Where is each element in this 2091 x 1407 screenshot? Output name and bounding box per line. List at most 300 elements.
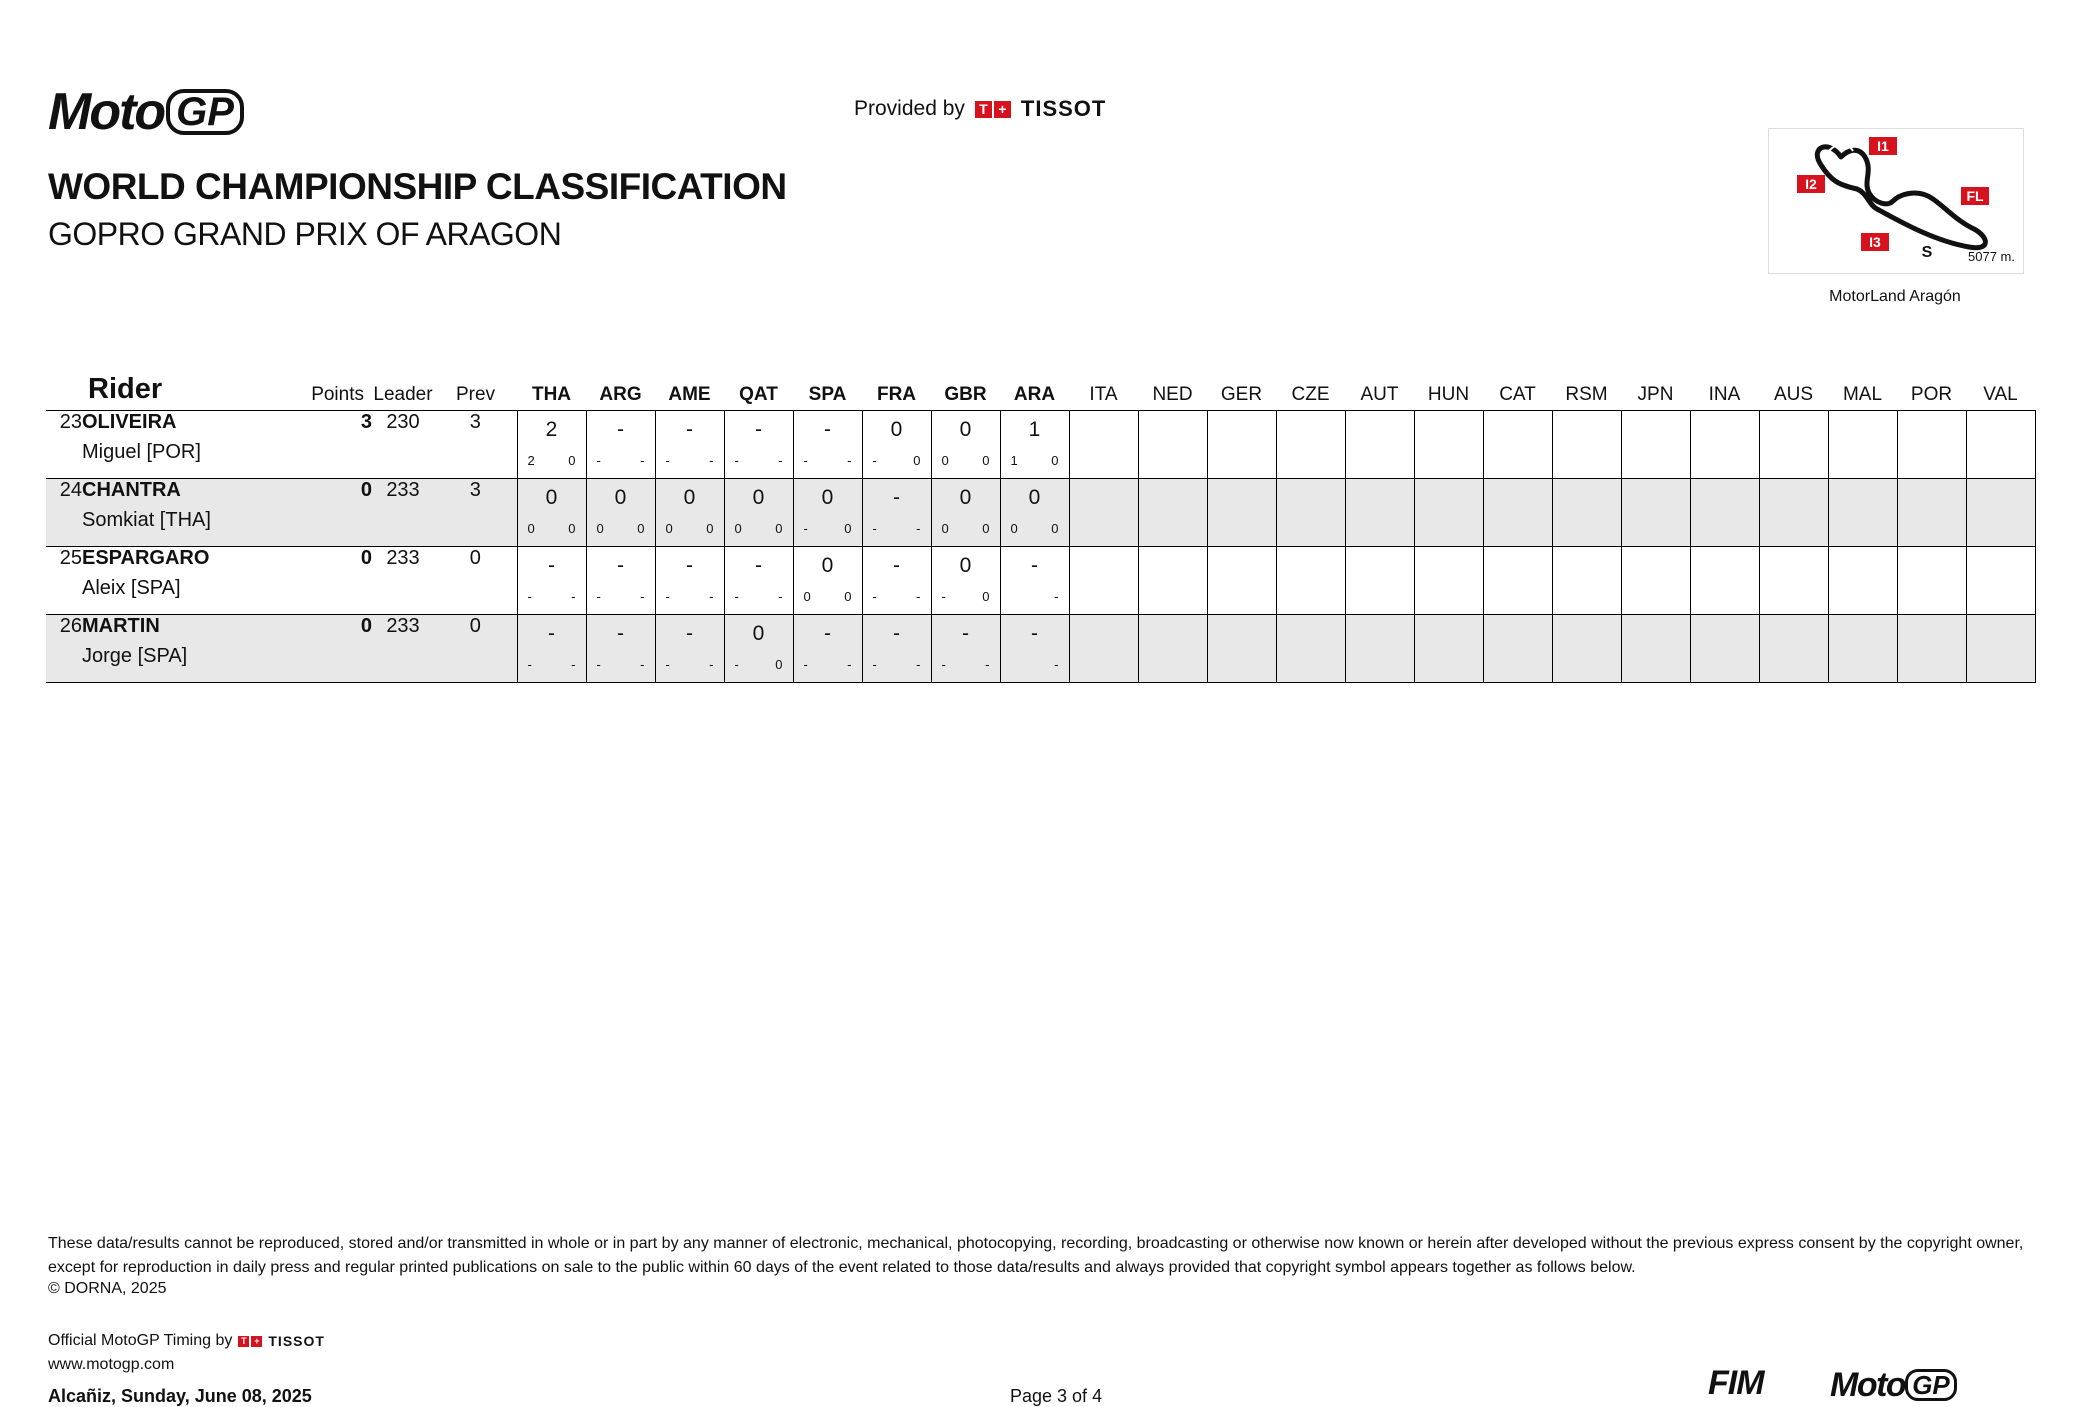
start-marker: S [1921, 244, 1933, 261]
header-round: CAT [1499, 384, 1536, 405]
header-round: AME [668, 384, 711, 405]
race-breakdown [656, 589, 724, 604]
race-total: 1 [1028, 418, 1041, 441]
race-result-cell [862, 615, 931, 683]
race-empty-cell [1345, 547, 1414, 615]
header-round: JPN [1637, 384, 1674, 405]
race-result-cell [1000, 479, 1069, 547]
header-round: CZE [1291, 384, 1330, 405]
sprint-points: 0 [803, 589, 811, 604]
rider-points: 0 [360, 615, 372, 637]
track-outline-icon [1769, 129, 2023, 273]
race-result-cell [655, 411, 724, 479]
race-empty-cell [1276, 547, 1345, 615]
race-points: 0 [844, 589, 852, 604]
sprint-points: 0 [941, 521, 949, 536]
race-points: - [916, 657, 921, 672]
race-total: 0 [890, 418, 903, 441]
header-round: ARG [599, 384, 642, 405]
sprint-points: - [872, 453, 877, 468]
race-points: - [1054, 589, 1059, 604]
race-points: 0 [982, 453, 990, 468]
logo-moto-text: Moto [48, 83, 165, 141]
rider-cell [82, 411, 254, 479]
header-round: VAL [1983, 384, 2018, 405]
header-round: GER [1220, 384, 1263, 405]
provided-by-label: Provided by [854, 97, 965, 120]
sprint-points: - [596, 657, 601, 672]
race-breakdown [1001, 453, 1069, 468]
race-total: - [755, 418, 762, 441]
event-title: GOPRO GRAND PRIX OF ARAGON [48, 216, 562, 252]
race-empty-cell [1690, 615, 1759, 683]
header-round: GBR [944, 384, 987, 405]
race-points: - [571, 589, 576, 604]
race-empty-cell [1207, 479, 1276, 547]
race-breakdown [518, 657, 586, 672]
race-empty-cell [1414, 411, 1483, 479]
sprint-points: - [872, 521, 877, 536]
race-breakdown [587, 589, 655, 604]
rider-prev: 3 [469, 411, 481, 433]
rider-cell [82, 479, 254, 547]
tissot-logo: TISSOT [268, 1333, 325, 1349]
rider-first-name: Somkiat [THA] [82, 509, 211, 531]
race-breakdown [587, 657, 655, 672]
race-total: 0 [959, 554, 972, 577]
race-breakdown [863, 657, 931, 672]
race-breakdown [518, 521, 586, 536]
race-empty-cell [1828, 547, 1897, 615]
logo-gp-text: GP [166, 89, 244, 135]
race-breakdown [794, 521, 862, 536]
header-round: FRA [876, 384, 917, 405]
race-total: 0 [1028, 486, 1041, 509]
track-length: 5077 m. [1968, 249, 2015, 264]
table-header-row [46, 368, 2035, 411]
race-breakdown [587, 453, 655, 468]
official-timing-label: Official MotoGP Timing by [48, 1332, 233, 1349]
race-breakdown [794, 589, 862, 604]
sprint-points: 0 [941, 453, 949, 468]
race-total: - [686, 622, 693, 645]
race-total: 0 [683, 486, 696, 509]
race-empty-cell [1966, 479, 2035, 547]
header-round: HUN [1427, 384, 1470, 405]
race-result-cell [931, 411, 1000, 479]
race-empty-cell [1828, 411, 1897, 479]
race-empty-cell [1483, 411, 1552, 479]
page-title: WORLD CHAMPIONSHIP CLASSIFICATION [48, 166, 787, 207]
race-empty-cell [1345, 615, 1414, 683]
rider-first-name: Jorge [SPA] [82, 645, 188, 667]
race-result-cell [586, 411, 655, 479]
rider-last-name: MARTIN [82, 615, 160, 637]
race-points: - [778, 589, 783, 604]
rider-points: 0 [360, 479, 372, 501]
race-breakdown [518, 589, 586, 604]
race-empty-cell [1759, 411, 1828, 479]
race-points: 0 [982, 521, 990, 536]
track-map [1768, 128, 2024, 274]
header-round: THA [531, 384, 572, 405]
race-breakdown [725, 453, 793, 468]
race-empty-cell [1759, 479, 1828, 547]
race-empty-cell [1552, 615, 1621, 683]
page-number: Page 3 of 4 [1010, 1386, 1103, 1406]
sprint-points: - [941, 589, 946, 604]
race-empty-cell [1552, 479, 1621, 547]
race-total: 0 [821, 554, 834, 577]
race-points: - [847, 453, 852, 468]
sprint-points: - [665, 453, 670, 468]
race-breakdown [863, 589, 931, 604]
race-result-cell [655, 547, 724, 615]
race-result-cell [517, 411, 586, 479]
header-round: INA [1708, 384, 1741, 405]
race-total: - [824, 418, 831, 441]
tissot-mark-icon: T + [975, 101, 1011, 118]
race-total: 0 [752, 486, 765, 509]
race-points: - [709, 453, 714, 468]
race-points: 0 [982, 589, 990, 604]
fim-logo: FIM [1708, 1364, 1764, 1402]
sprint-points: - [803, 657, 808, 672]
rider-points: 0 [360, 547, 372, 569]
race-empty-cell [1138, 479, 1207, 547]
race-result-cell [724, 615, 793, 683]
sprint-points: - [596, 453, 601, 468]
sprint-points: 2 [527, 453, 535, 468]
race-result-cell [586, 615, 655, 683]
race-result-cell [793, 547, 862, 615]
header-points: Points [311, 384, 364, 405]
rider-cell [82, 547, 254, 615]
race-total: 0 [614, 486, 627, 509]
race-points: - [640, 657, 645, 672]
race-result-cell [862, 547, 931, 615]
sprint-points: 0 [734, 521, 742, 536]
race-points: 0 [775, 521, 783, 536]
marker-i2: I2 [1805, 176, 1817, 192]
rider-first-name: Miguel [POR] [82, 441, 201, 463]
race-empty-cell [1966, 615, 2035, 683]
rider-position: 26 [59, 615, 82, 637]
rider-last-name: ESPARGARO [82, 547, 210, 569]
race-breakdown [725, 589, 793, 604]
race-result-cell [862, 411, 931, 479]
race-breakdown [518, 453, 586, 468]
sprint-points: - [527, 657, 532, 672]
race-points: - [916, 521, 921, 536]
rider-leader-gap: 233 [386, 547, 420, 569]
place-date: Alcañiz, Sunday, June 08, 2025 [48, 1386, 312, 1406]
race-empty-cell [1069, 411, 1138, 479]
race-points: 0 [568, 521, 576, 536]
race-empty-cell [1276, 615, 1345, 683]
race-empty-cell [1483, 615, 1552, 683]
race-total: - [1031, 554, 1038, 577]
race-total: - [548, 622, 555, 645]
rider-last-name: CHANTRA [82, 479, 181, 501]
race-total: - [548, 554, 555, 577]
race-points: 0 [637, 521, 645, 536]
race-points: - [640, 589, 645, 604]
race-breakdown [932, 657, 1000, 672]
race-empty-cell [1414, 479, 1483, 547]
race-empty-cell [1966, 547, 2035, 615]
sprint-points: - [872, 589, 877, 604]
race-breakdown [656, 453, 724, 468]
footer-motogp-logo: Moto GP [1830, 1366, 1957, 1405]
race-empty-cell [1345, 479, 1414, 547]
header-rider: Rider [88, 373, 163, 405]
race-points: - [916, 589, 921, 604]
race-points: - [985, 657, 990, 672]
copyright-text: © DORNA, 2025 [48, 1280, 167, 1297]
race-total: - [617, 622, 624, 645]
race-empty-cell [1690, 479, 1759, 547]
race-result-cell [931, 615, 1000, 683]
header-leader: Leader [373, 384, 433, 405]
sprint-points: - [872, 657, 877, 672]
race-empty-cell [1552, 411, 1621, 479]
tissot-logo: TISSOT [1020, 96, 1107, 121]
race-breakdown [587, 521, 655, 536]
race-empty-cell [1207, 615, 1276, 683]
race-empty-cell [1621, 547, 1690, 615]
race-result-cell [793, 411, 862, 479]
standings-table [46, 368, 2036, 683]
sprint-points: - [941, 657, 946, 672]
race-empty-cell [1138, 411, 1207, 479]
race-breakdown [932, 589, 1000, 604]
race-total: - [686, 418, 693, 441]
race-points: 0 [706, 521, 714, 536]
race-empty-cell [1897, 547, 1966, 615]
rider-leader-gap: 233 [386, 479, 420, 501]
race-result-cell [517, 479, 586, 547]
tissot-mark-icon: T + [238, 1336, 262, 1347]
sprint-points: - [734, 589, 739, 604]
race-points: 0 [775, 657, 783, 672]
race-points: - [709, 657, 714, 672]
race-total: - [617, 554, 624, 577]
race-points: - [571, 657, 576, 672]
race-result-cell [724, 479, 793, 547]
race-total: - [824, 622, 831, 645]
rider-position: 24 [59, 479, 82, 501]
race-breakdown [794, 657, 862, 672]
race-empty-cell [1552, 547, 1621, 615]
race-total: 0 [959, 486, 972, 509]
marker-fl: FL [1966, 188, 1984, 204]
race-points: - [709, 589, 714, 604]
rider-leader-gap: 233 [386, 615, 420, 637]
race-empty-cell [1207, 547, 1276, 615]
race-result-cell [655, 615, 724, 683]
rider-cell [82, 615, 254, 683]
race-empty-cell [1414, 615, 1483, 683]
rider-points: 3 [360, 411, 372, 433]
race-empty-cell [1138, 615, 1207, 683]
race-empty-cell [1690, 411, 1759, 479]
header-round: POR [1910, 384, 1953, 405]
marker-i1: I1 [1877, 138, 1889, 154]
race-empty-cell [1621, 615, 1690, 683]
rider-position: 23 [59, 411, 82, 433]
sprint-points: 0 [527, 521, 535, 536]
race-empty-cell [1138, 547, 1207, 615]
race-empty-cell [1276, 411, 1345, 479]
race-empty-cell [1069, 615, 1138, 683]
race-result-cell [931, 479, 1000, 547]
race-points: - [778, 453, 783, 468]
race-points: 0 [844, 521, 852, 536]
race-empty-cell [1207, 411, 1276, 479]
race-breakdown [1001, 657, 1069, 672]
race-points: 0 [913, 453, 921, 468]
race-total: - [893, 554, 900, 577]
race-empty-cell [1345, 411, 1414, 479]
race-empty-cell [1897, 479, 1966, 547]
header-prev: Prev [455, 384, 496, 405]
race-empty-cell [1828, 479, 1897, 547]
motogp-logo [48, 83, 244, 141]
race-result-cell [517, 615, 586, 683]
sprint-points: - [596, 589, 601, 604]
race-breakdown [932, 453, 1000, 468]
race-result-cell [1000, 411, 1069, 479]
race-breakdown [863, 521, 931, 536]
sprint-points: - [527, 589, 532, 604]
race-breakdown [725, 521, 793, 536]
track-name: MotorLand Aragón [1829, 288, 1961, 305]
provided-by [854, 96, 1106, 122]
race-empty-cell [1897, 411, 1966, 479]
race-total: 0 [752, 622, 765, 645]
race-empty-cell [1069, 479, 1138, 547]
race-breakdown [794, 453, 862, 468]
sprint-points: 0 [1010, 521, 1018, 536]
race-result-cell [793, 479, 862, 547]
race-empty-cell [1069, 547, 1138, 615]
disclaimer-text: These data/results cannot be reproduced, stored and/or transmitted in whole or in part by any manner of electronic, mechanical, photocopying, recording, broadcasting or otherwise now known or herein after developed without the previous express consent by the copyright owner, except for reproduction in daily press and regular printed publications on sale to the public within 60 days of the event related to those data/results and always provided that copyright symbol appears together as follows below. [48, 1235, 2024, 1276]
race-empty-cell [1621, 479, 1690, 547]
race-empty-cell [1966, 411, 2035, 479]
race-breakdown [1001, 521, 1069, 536]
race-empty-cell [1897, 615, 1966, 683]
header-round: ARA [1013, 384, 1056, 405]
website-link[interactable]: www.motogp.com [48, 1356, 175, 1373]
race-total: 0 [821, 486, 834, 509]
race-points: 0 [568, 453, 576, 468]
sprint-points: - [665, 657, 670, 672]
race-points: - [640, 453, 645, 468]
rider-first-name: Aleix [SPA] [82, 577, 181, 599]
sprint-points: 1 [1010, 453, 1018, 468]
race-result-cell [655, 479, 724, 547]
race-points: - [847, 657, 852, 672]
header-round: NED [1152, 384, 1193, 405]
race-breakdown [725, 657, 793, 672]
sprint-points: - [734, 453, 739, 468]
race-points: 0 [1051, 521, 1059, 536]
sprint-points: - [803, 521, 808, 536]
race-total: - [893, 622, 900, 645]
table-row [46, 547, 2035, 615]
race-result-cell [517, 547, 586, 615]
race-empty-cell [1759, 615, 1828, 683]
race-empty-cell [1483, 547, 1552, 615]
sprint-points: - [803, 453, 808, 468]
header-round: AUT [1360, 384, 1399, 405]
table-row [46, 479, 2035, 547]
race-result-cell [586, 547, 655, 615]
race-result-cell [931, 547, 1000, 615]
race-result-cell [862, 479, 931, 547]
race-points: - [1054, 657, 1059, 672]
sprint-points: 0 [596, 521, 604, 536]
race-empty-cell [1828, 615, 1897, 683]
sprint-points: 0 [665, 521, 673, 536]
official-timing [48, 1332, 325, 1350]
rider-leader-gap: 230 [386, 411, 420, 433]
race-total: - [755, 554, 762, 577]
header-round: AUS [1773, 384, 1814, 405]
header-round: SPA [808, 384, 847, 405]
table-row [46, 615, 2035, 683]
rider-prev: 0 [469, 547, 481, 569]
race-total: - [962, 622, 969, 645]
race-result-cell [793, 615, 862, 683]
race-empty-cell [1759, 547, 1828, 615]
race-total: - [1031, 622, 1038, 645]
rider-prev: 3 [469, 479, 481, 501]
header-round: MAL [1842, 384, 1883, 405]
race-total: 2 [545, 418, 558, 441]
header-round: ITA [1089, 384, 1118, 405]
table-row [46, 411, 2035, 479]
race-breakdown [1001, 589, 1069, 604]
race-breakdown [656, 657, 724, 672]
race-total: - [893, 486, 900, 509]
race-total: 0 [959, 418, 972, 441]
race-empty-cell [1690, 547, 1759, 615]
header-round: RSM [1565, 384, 1608, 405]
sprint-points: - [665, 589, 670, 604]
race-total: - [617, 418, 624, 441]
race-points: 0 [1051, 453, 1059, 468]
race-empty-cell [1483, 479, 1552, 547]
race-empty-cell [1621, 411, 1690, 479]
race-total: - [686, 554, 693, 577]
race-result-cell [1000, 547, 1069, 615]
race-result-cell [586, 479, 655, 547]
race-result-cell [1000, 615, 1069, 683]
race-breakdown [932, 521, 1000, 536]
marker-i3: I3 [1869, 234, 1881, 250]
race-empty-cell [1414, 547, 1483, 615]
sprint-points: - [734, 657, 739, 672]
rider-position: 25 [59, 547, 82, 569]
race-result-cell [724, 547, 793, 615]
race-breakdown [863, 453, 931, 468]
rider-prev: 0 [469, 615, 481, 637]
header-round: QAT [739, 384, 778, 405]
race-result-cell [724, 411, 793, 479]
race-total: 0 [545, 486, 558, 509]
